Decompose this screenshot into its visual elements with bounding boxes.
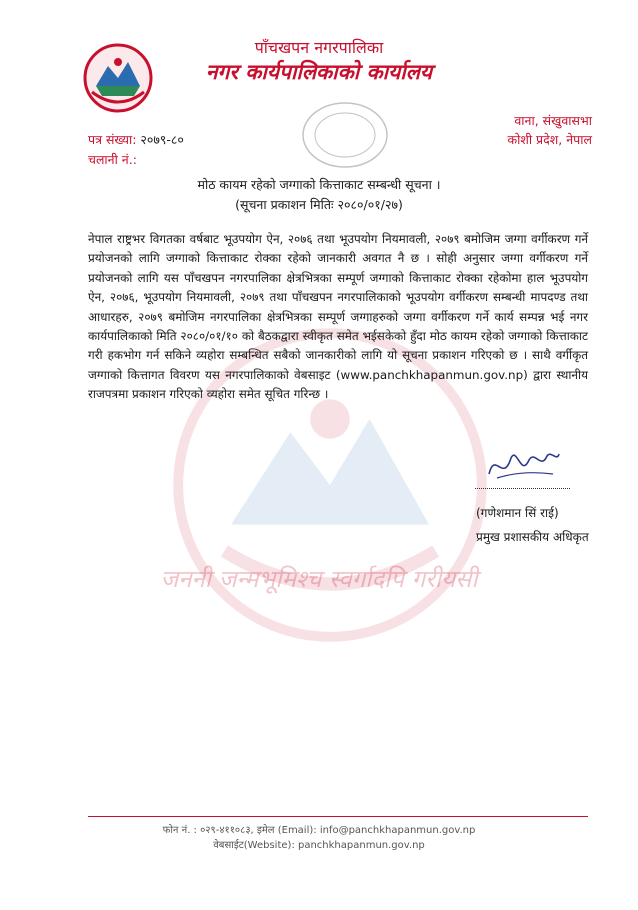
notice-body: नेपाल राष्ट्रभर विगतका वर्षबाट भूउपयोग ऐन, २०७६ तथा भूउपयोग नियमावली, २०७९ बमोजिम जग्गा वर्गीकरण गर्ने प्रयोजनको लागि जग्गाको कित्ताकाट रोक्का रहेको जानकारी अवगत नै छ । सोही अनुसार जग्गा वर्गीकरण गर्ने प्रयोजनको लागि यस पाँचखपन नगरपालिका क्षेत्रभित्रका सम्पूर्ण जग्गाको कित्ताकाट रोक्का रहेकोमा हाल भूउपयोग ऐन, २०७६, भूउपयोग नियमावली, २०७९ तथा पाँचखपन नगरपालिकाको भूउपयोग वर्गीकरण सम्बन्धी मापदण्ड तथा आधारहरु, २०७९ बमोजिम नगरपालिका क्षेत्रभित्रका सम्पूर्ण जग्गाहरुको जग्गा वर्गीकरण गर्ने कार्य सम्पन्न भई नगर कार्यपालिकाको मिति २०८०/०१/१० को बैठकद्वारा स्वीकृत समेत भईसकेको हुँदा मोठ कायम रहेको जग्गाको कित्ताकाट गरी हकभोग गर्न सकिने व्यहोरा सम्बन्धित सबैको जानकारीको लागि यो सूचना प्रकाशन गरिएको छ । साथै वर्गीकृत जग्गाको कित्तागत विवरण यस नगरपालिकाको वेबसाइट (www.panchkhapanmun.gov.np) द्वारा स्थानीय राजपत्रमा प्रकाशन गरिएको व्यहोरा समेत सूचित गरिन्छ । [88,232,588,402]
municipality-name: पाँचखपन नगरपालिका [254,38,384,57]
footer-website: वेबसाईट(Website): panchkhapanmun.gov.np [213,840,425,851]
dispatch-number-label: चलानी नं.: [88,152,137,167]
publication-date: (सूचना प्रकाशन मितिः २०८०/०१/२७) [235,197,403,212]
signatory-name: (गणेशमान सिं राई) [476,506,559,520]
watermark-motto: जननी जन्मभूमिश्च स्वर्गादपि गरीयसी [160,565,478,593]
office-stamp [300,100,390,170]
letter-number-label: पत्र संख्या: [88,132,137,147]
address-line-1: वाना, संखुवासभा [514,113,592,128]
footer-divider [88,816,588,817]
address-line-2: कोशी प्रदेश, नेपाल [507,132,592,147]
footer-contact: फोन नं. : ०२९-४११०८३, इमेल (Email): info@panchkhapanmun.gov.np [162,825,476,836]
office-title: नगर कार्यपालिकाको कार्यालय [205,60,433,84]
letter-number-value: २०७९-८० [140,132,184,147]
signatory-title: प्रमुख प्रशासकीय अधिकृत [476,530,589,544]
signature-line [475,478,570,489]
notice-subject: मोठ कायम रहेको जग्गाको कित्ताकाट सम्बन्धी सूचना । [197,177,441,192]
letter-number [88,131,184,148]
